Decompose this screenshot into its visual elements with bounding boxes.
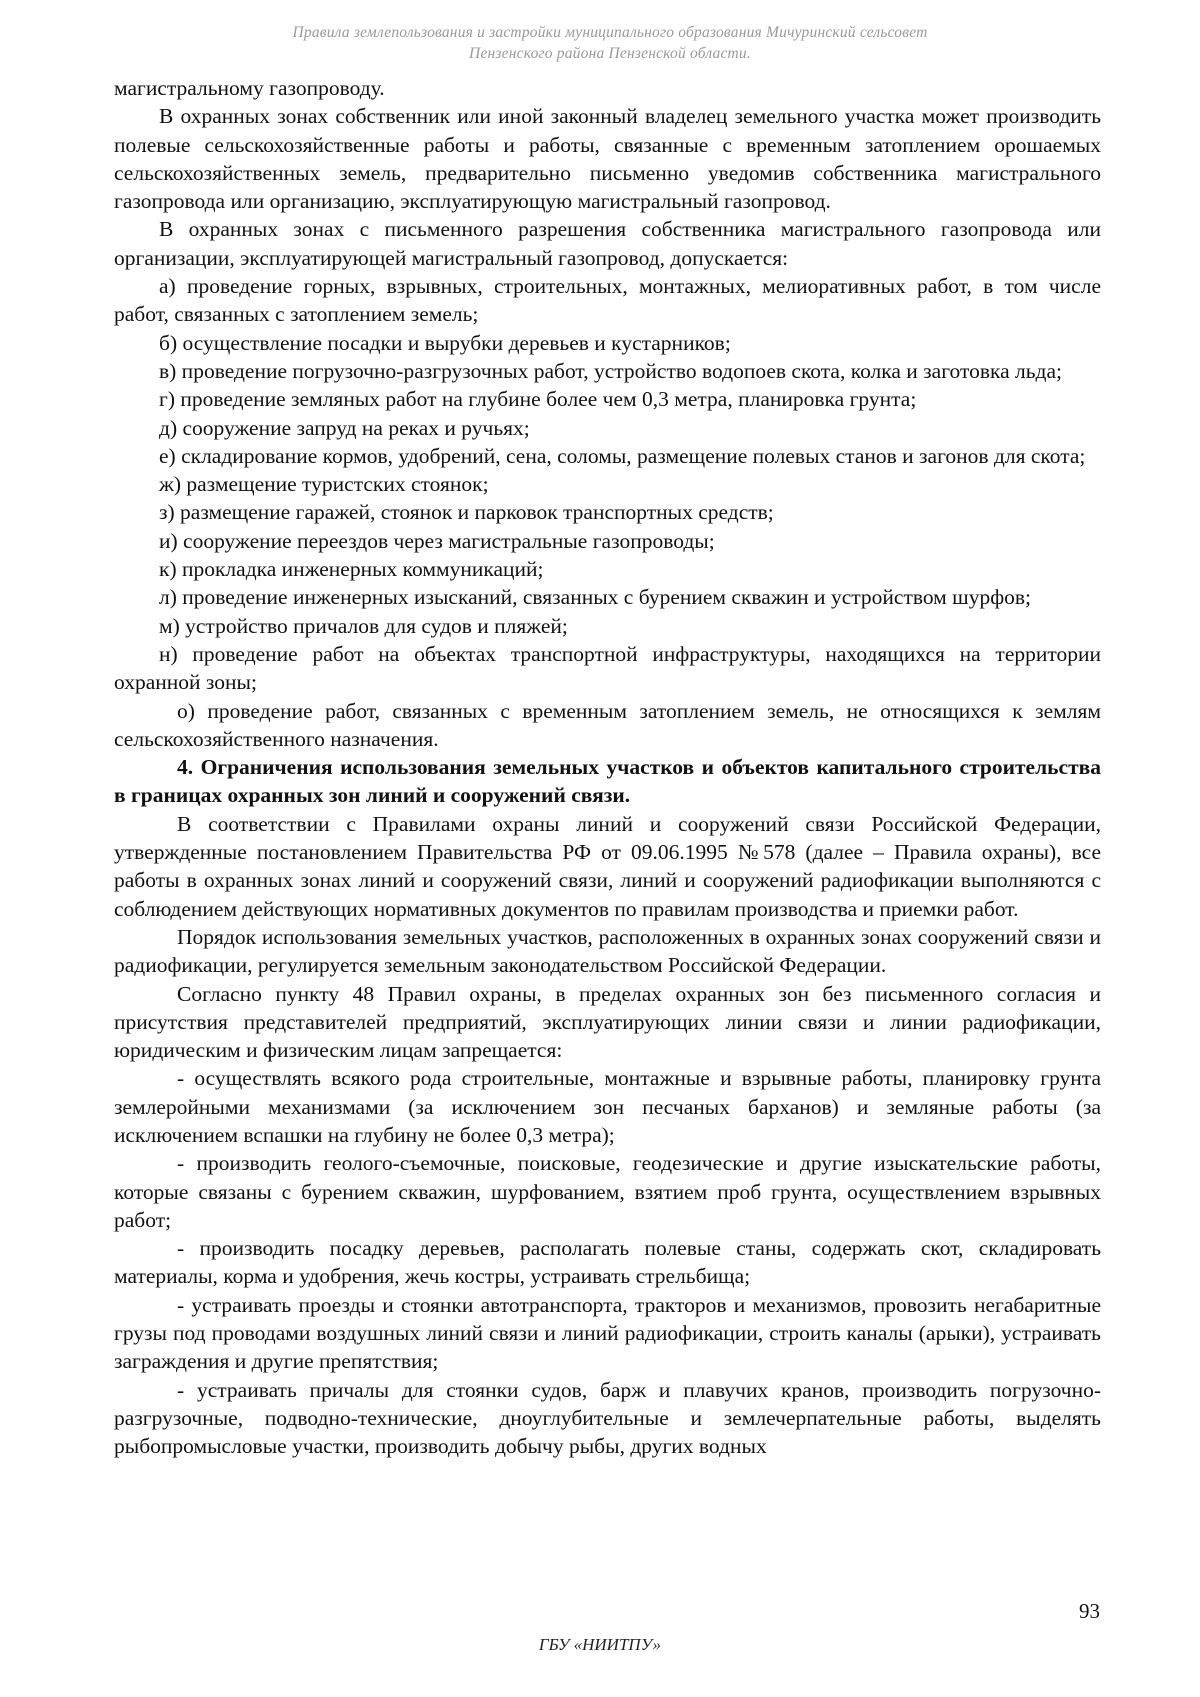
paragraph: В охранных зонах с письменного разрешения собственника магистрального газопровода или организации, эксплуатирующей магистральный газопровод, допускается:	[114, 217, 1101, 270]
list-item: ж) размещение туристских стоянок;	[159, 472, 489, 497]
body-text	[114, 74, 1101, 1461]
paragraph: Порядок использования земельных участков, расположенных в охранных зонах сооружений связи и радиофикации, регулируется земельным законодательством Российской Федерации.	[114, 924, 1101, 978]
list-item: - устраивать проезды и стоянки автотранспорта, тракторов и механизмов, провозить негабаритные грузы под проводами воздушных линий связи и линий радиофикации, строить каналы (арыки), устраивать заграждения и другие препятствия;	[114, 1292, 1101, 1374]
list-item: е) складирование кормов, удобрений, сена, соломы, размещение полевых станов и загонов для скота;	[159, 443, 1086, 468]
paragraph: Согласно пункту 48 Правил охраны, в пределах охранных зон без письменного согласия и присутствия представителей предприятий, эксплуатирующих линии связи и линии радиофикации, юридическим и физическим лицам запрещается:	[114, 981, 1101, 1063]
list-item: - производить геолого-съемочные, поисковые, геодезические и другие изыскательские работы, которые связаны с бурением скважин, шурфованием, взятием проб грунта, осуществлением взрывных работ;	[114, 1151, 1101, 1232]
list-item: о) проведение работ, связанных с временным затоплением земель, не относящихся к землям сельскохозяйственного назначения.	[114, 698, 1101, 751]
list-item: и) сооружение переездов через магистральные газопроводы;	[159, 528, 715, 553]
list-item: - устраивать причалы для стоянки судов, барж и плавучих кранов, производить погрузочно-разгрузочные, подводно-технические, дноуглубительные и землечерпательные работы, выделять рыбопромысловые участки, производить добычу рыбы, других водных	[114, 1377, 1101, 1459]
list-item: - осуществлять всякого рода строительные, монтажные и взрывные работы, планировку грунта землеройными механизмами (за исключением зон песчаных барханов) и земляные работы (за исключением вспашки на глубину не более 0,3 метра);	[114, 1066, 1101, 1147]
running-header	[120, 22, 1100, 64]
list-item: а) проведение горных, взрывных, строительных, монтажных, мелиоративных работ, в том числе работ, связанных с затоплением земель;	[114, 274, 1101, 327]
page-number: 93	[1079, 1599, 1100, 1623]
list-item: н) проведение работ на объектах транспортной инфраструктуры, находящихся на территории охранной зоны;	[114, 641, 1101, 695]
list-item: г) проведение земляных работ на глубине более чем 0,3 метра, планировка грунта;	[159, 387, 917, 412]
paragraph: В охранных зонах собственник или иной законный владелец земельного участка может производить полевые сельскохозяйственные работы и работы, связанные с временным затоплением орошаемых сельскохозяйственных земель, предварительно письменно уведомив собственника магистрального газопровода или организацию, эксплуатирующую магистральный газопровод.	[114, 104, 1101, 214]
list-item: к) прокладка инженерных коммуникаций;	[159, 557, 544, 582]
list-item: л) проведение инженерных изысканий, связанных с бурением скважин и устройством шурфов;	[159, 585, 1032, 610]
list-item: в) проведение погрузочно-разгрузочных работ, устройство водопоев скота, колка и заготовка льда;	[159, 358, 1063, 383]
list-item: - производить посадку деревьев, располагать полевые станы, содержать скот, складировать материалы, корма и удобрения, жечь костры, устраивать стрельбища;	[114, 1236, 1101, 1289]
section-heading: 4. Ограничения использования земельных участков и объектов капитального строительства в границах охранных зон линий и сооружений связи.	[114, 755, 1101, 808]
list-item: б) осуществление посадки и вырубки деревьев и кустарников;	[159, 330, 731, 355]
paragraph-continuation: магистральному газопроводу.	[114, 76, 385, 100]
list-item: з) размещение гаражей, стоянок и парковок транспортных средств;	[159, 500, 774, 525]
running-header-line-2: Пензенского района Пензенской области.	[469, 45, 751, 62]
running-header-line-1: Правила землепользования и застройки муниципального образования Мичуринский сельсовет	[292, 24, 928, 41]
paragraph: В соответствии с Правилами охраны линий и сооружений связи Российской Федерации, утвержденные постановлением Правительства РФ от 09.06.1995 №578 (далее – Правила охраны), все работы в охранных зонах линий и сооружений связи, линий и сооружений радиофикации выполняются с соблюдением действующих нормативных документов по правилам производства и приемки работ.	[114, 811, 1101, 921]
list-item: д) сооружение запруд на реках и ручьях;	[159, 415, 530, 440]
page-footer: ГБУ «НИИТПУ»	[538, 1635, 662, 1654]
list-item: м) устройство причалов для судов и пляжей;	[159, 613, 568, 638]
